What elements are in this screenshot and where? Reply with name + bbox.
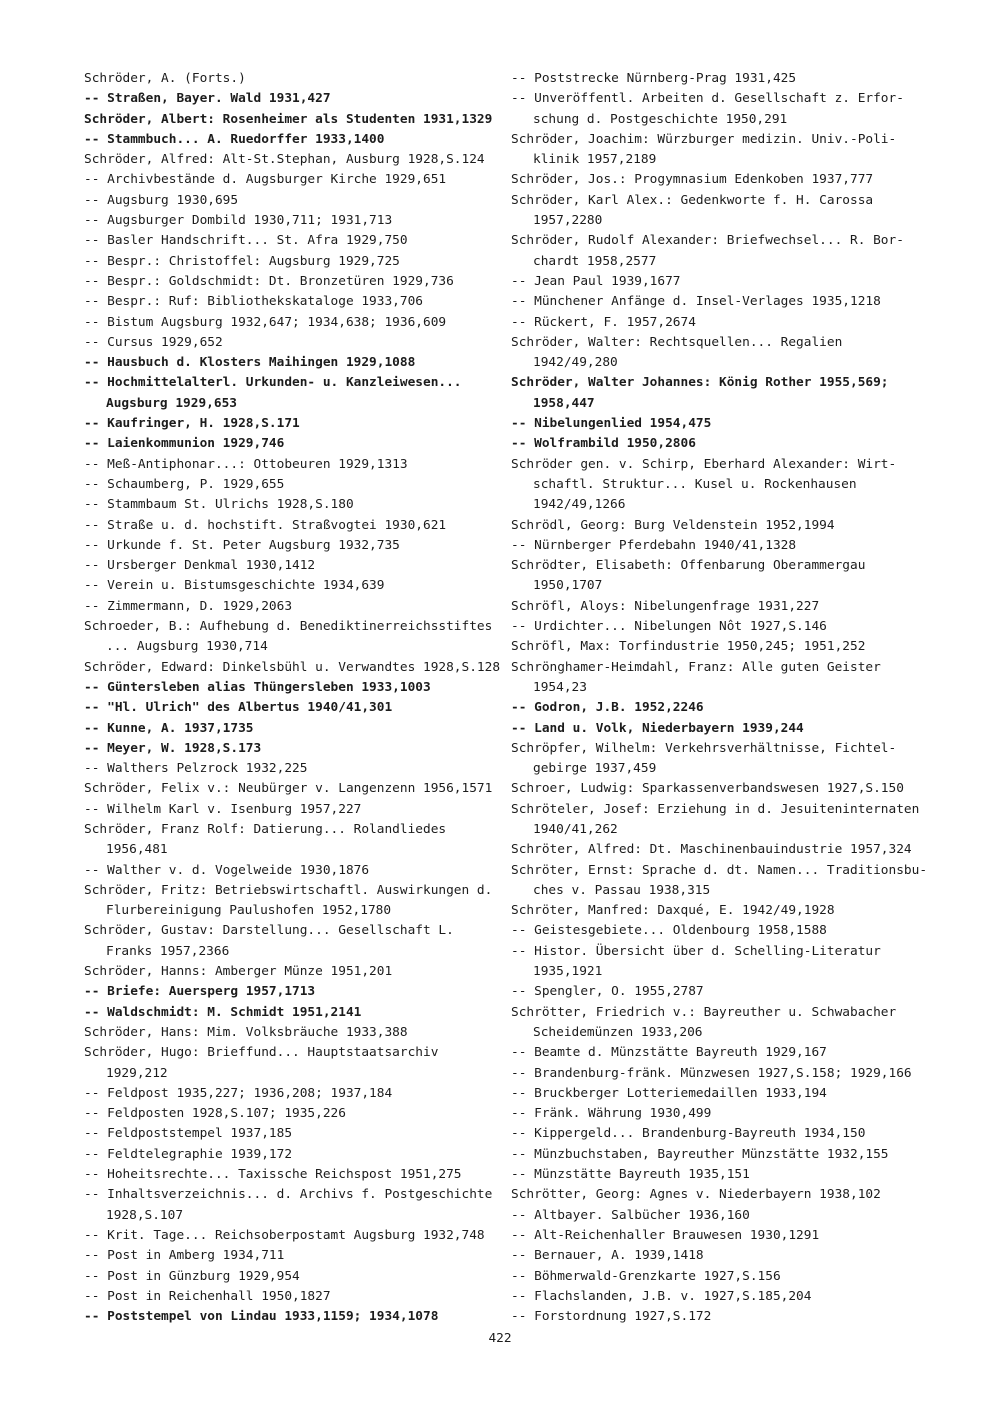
index-entry: Schröder, Felix v.: Neubürger v. Langenzenn 1956,1571 (84, 781, 493, 797)
index-entry: -- Briefe: Auersperg 1957,1713 (84, 984, 316, 1000)
index-entry: Schröpfer, Wilhelm: Verkehrsverhältnisse, Fichtel- gebirge 1937,459 (511, 740, 897, 777)
index-entry: -- Spengler, O. 1955,2787 (511, 984, 704, 1000)
index-entry: Schröder, Rudolf Alexander: Briefwechsel... R. Bor- chardt 1958,2577 (511, 233, 904, 269)
index-entry: -- Kaufringer, H. 1928,S.171 (84, 416, 300, 432)
index-entry: -- Post in Reichenhall 1950,1827 (84, 1288, 331, 1304)
index-entry: -- Forstordnung 1927,S.172 (511, 1309, 712, 1325)
index-entry: Schrödter, Elisabeth: Offenbarung Oberammergau 1950,1707 (511, 558, 866, 594)
index-entry: -- Stammbuch... A. Ruedorffer 1933,1400 (84, 131, 385, 147)
index-entry: -- Flachslanden, J.B. v. 1927,S.185,204 (511, 1288, 812, 1304)
index-entry: Schröder, Hugo: Brieffund... Hauptstaatsarchiv 1929,212 (84, 1045, 439, 1081)
index-entry: -- Bruckberger Lotteriemedaillen 1933,194 (511, 1085, 827, 1101)
index-entry: -- Güntersleben alias Thüngersleben 1933,1003 (84, 679, 431, 695)
index-entry: -- Laienkommunion 1929,746 (84, 436, 285, 452)
index-entry: Schröder, Joachim: Würzburger medizin. Univ.-Poli- klinik 1957,2189 (511, 131, 897, 168)
index-entry: -- Feldpost 1935,227; 1936,208; 1937,184 (84, 1085, 393, 1101)
index-entry: -- Bespr.: Goldschmidt: Dt. Bronzetüren 1929,736 (84, 273, 454, 289)
index-entry: -- Münzstätte Bayreuth 1935,151 (511, 1167, 750, 1183)
index-entry: Schröder, Walter Johannes: König Rother 1955,569; 1958,447 (511, 375, 889, 411)
index-entry: Schröder, Albert: Rosenheimer als Studenten 1931,1329 (84, 111, 493, 127)
index-entry: -- Brandenburg-fränk. Münzwesen 1927,S.158; 1929,166 (511, 1065, 912, 1081)
index-entry: Schroer, Ludwig: Sparkassenverbandswesen 1927,S.150 (511, 781, 904, 797)
index-entry: -- Urkunde f. St. Peter Augsburg 1932,735 (84, 537, 400, 553)
index-entry: Schröder, Karl Alex.: Gedenkworte f. H. Carossa 1957,2280 (511, 192, 874, 229)
index-entry: -- Meß-Antiphonar...: Ottobeuren 1929,1313 (84, 456, 408, 472)
index-entry: -- Böhmerwald-Grenzkarte 1927,S.156 (511, 1268, 781, 1284)
index-entry: -- "Hl. Ulrich" des Albertus 1940/41,301 (84, 700, 393, 716)
index-entry: -- Histor. Übersicht über d. Schelling-Literatur 1935,1921 (511, 943, 881, 980)
index-entry: -- Godron, J.B. 1952,2246 (511, 700, 704, 716)
index-entry: Schröder, Edward: Dinkelsbühl u. Verwandtes 1928,S.128 (84, 659, 501, 675)
index-entry: -- Wilhelm Karl v. Isenburg 1957,227 (84, 801, 362, 817)
index-entry: -- Münchener Anfänge d. Insel-Verlages 1935,1218 (511, 294, 881, 310)
index-entry: -- Fränk. Währung 1930,499 (511, 1106, 712, 1122)
page-number: 422 (488, 1331, 512, 1346)
index-entry: Schrönghamer-Heimdahl, Franz: Alle guten Geister 1954,23 (511, 659, 881, 695)
index-entry: -- Geistesgebiete... Oldenbourg 1958,1588 (511, 923, 827, 939)
index-entry: -- Post in Günzburg 1929,954 (84, 1268, 300, 1284)
index-entry: -- Kunne, A. 1937,1735 (84, 720, 254, 736)
index-entry: -- Krit. Tage... Reichsoberpostamt Augsburg 1932,748 (84, 1227, 485, 1243)
index-entry: Schröder, Gustav: Darstellung... Gesellschaft L. Franks 1957,2366 (84, 923, 454, 959)
index-entry: -- Meyer, W. 1928,S.173 (84, 740, 262, 756)
index-entry: Schröder, Walter: Rechtsquellen... Regalien 1942/49,280 (511, 334, 843, 371)
index-entry: Schröder, Hanns: Amberger Münze 1951,201 (84, 964, 393, 980)
index-entry: Schröder, Franz Rolf: Datierung... Rolandliedes 1956,481 (84, 821, 447, 858)
index-entry: -- Nibelungenlied 1954,475 (511, 416, 712, 432)
index-entry: -- Hochmittelalterl. Urkunden- u. Kanzleiwesen... Augsburg 1929,653 (84, 375, 462, 411)
index-entry: -- Bistum Augsburg 1932,647; 1934,638; 1936,609 (84, 314, 447, 330)
index-entry: -- Poststrecke Nürnberg-Prag 1931,425 (511, 71, 797, 86)
right-column (511, 69, 931, 1327)
left-column (84, 69, 504, 1327)
index-entry: -- Augsburger Dombild 1930,711; 1931,713 (84, 213, 393, 229)
index-entry: -- Basler Handschrift... St. Afra 1929,750 (84, 233, 408, 249)
index-entry: -- Bespr.: Ruf: Bibliothekskataloge 1933,706 (84, 294, 423, 310)
index-entry: Schroeder, B.: Aufhebung d. Benediktinerreichsstiftes ... Augsburg 1930,714 (84, 619, 493, 655)
index-entry: Schröder gen. v. Schirp, Eberhard Alexander: Wirt- schaftl. Struktur... Kusel u. Rockenhausen 1942/49,1266 (511, 456, 897, 513)
index-entry: -- Feldpoststempel 1937,185 (84, 1126, 293, 1142)
index-entry: -- Post in Amberg 1934,711 (84, 1248, 285, 1264)
index-entry: Schröteler, Josef: Erziehung in d. Jesuiteninternaten 1940/41,262 (511, 801, 920, 837)
index-entry: -- Feldtelegraphie 1939,172 (84, 1146, 293, 1162)
index-entry: Schrötter, Friedrich v.: Bayreuther u. Schwabacher Scheidemünzen 1933,206 (511, 1004, 897, 1040)
index-entry: -- Schaumberg, P. 1929,655 (84, 476, 285, 492)
index-entry: -- Stammbaum St. Ulrichs 1928,S.180 (84, 497, 354, 513)
index-entry: -- Hoheitsrechte... Taxissche Reichspost 1951,275 (84, 1167, 462, 1183)
index-entry: Schröfl, Max: Torfindustrie 1950,245; 1951,252 (511, 639, 866, 655)
index-entry: Schröder, Fritz: Betriebswirtschaftl. Auswirkungen d. Flurbereinigung Paulushofen 1952,1780 (84, 882, 493, 919)
index-entry: -- Beamte d. Münzstätte Bayreuth 1929,167 (511, 1045, 827, 1061)
index-entry: -- Poststempel von Lindau 1933,1159; 1934,1078 (84, 1309, 439, 1325)
index-entry: -- Kippergeld... Brandenburg-Bayreuth 1934,150 (511, 1126, 866, 1142)
index-entry: -- Bernauer, A. 1939,1418 (511, 1248, 704, 1264)
index-entry: -- Augsburg 1930,695 (84, 192, 239, 208)
index-entry: -- Feldposten 1928,S.107; 1935,226 (84, 1106, 346, 1122)
index-entry: Schröter, Manfred: Daxqué, E. 1942/49,1928 (511, 903, 835, 919)
index-entry: -- Hausbuch d. Klosters Maihingen 1929,1088 (84, 355, 416, 371)
index-entry: -- Münzbuchstaben, Bayreuther Münzstätte 1932,155 (511, 1146, 889, 1162)
index-entry: Schröder, A. (Forts.) (84, 71, 246, 86)
index-entry: -- Walthers Pelzrock 1932,225 (84, 761, 308, 777)
index-entry: Schröfl, Aloys: Nibelungenfrage 1931,227 (511, 598, 820, 614)
index-entry: -- Archivbestände d. Augsburger Kirche 1929,651 (84, 172, 447, 188)
index-entry: -- Unveröffentl. Arbeiten d. Gesellschaft z. Erfor- schung d. Postgeschichte 1950,291 (511, 91, 904, 127)
index-entry: -- Wolframbild 1950,2806 (511, 436, 696, 452)
index-entry: Schrödl, Georg: Burg Veldenstein 1952,1994 (511, 517, 835, 533)
index-entry: -- Ursberger Denkmal 1930,1412 (84, 558, 316, 574)
index-entry: -- Altbayer. Salbücher 1936,160 (511, 1207, 750, 1223)
index-entry: -- Cursus 1929,652 (84, 334, 223, 350)
index-entry: -- Straßen, Bayer. Wald 1931,427 (84, 91, 331, 107)
index-entry: Schröter, Alfred: Dt. Maschinenbauindustrie 1957,324 (511, 842, 912, 858)
index-entry: Schrötter, Georg: Agnes v. Niederbayern 1938,102 (511, 1187, 881, 1203)
index-entry: -- Bespr.: Christoffel: Augsburg 1929,725 (84, 253, 400, 269)
index-entry: -- Waldschmidt: M. Schmidt 1951,2141 (84, 1004, 362, 1020)
index-entry: -- Straße u. d. hochstift. Straßvogtei 1930,621 (84, 517, 447, 533)
index-entry: -- Land u. Volk, Niederbayern 1939,244 (511, 720, 804, 736)
index-entry: Schröder, Hans: Mim. Volksbräuche 1933,388 (84, 1024, 408, 1040)
index-entry: -- Rückert, F. 1957,2674 (511, 314, 696, 330)
index-entry: -- Urdichter... Nibelungen Nôt 1927,S.146 (511, 619, 827, 635)
index-entry: Schröter, Ernst: Sprache d. dt. Namen... Traditionsbu- ches v. Passau 1938,315 (511, 862, 928, 898)
index-entry: -- Walther v. d. Vogelweide 1930,1876 (84, 862, 370, 878)
index-entry: Schröder, Alfred: Alt-St.Stephan, Ausburg 1928,S.124 (84, 152, 485, 168)
index-entry: -- Nürnberger Pferdebahn 1940/41,1328 (511, 537, 797, 553)
index-entry: -- Alt-Reichenhaller Brauwesen 1930,1291 (511, 1227, 820, 1243)
index-entry: -- Verein u. Bistumsgeschichte 1934,639 (84, 578, 385, 594)
index-entry: -- Zimmermann, D. 1929,2063 (84, 598, 293, 614)
index-entry: Schröder, Jos.: Progymnasium Edenkoben 1937,777 (511, 172, 874, 188)
index-entry: -- Inhaltsverzeichnis... d. Archivs f. Postgeschichte 1928,S.107 (84, 1187, 493, 1223)
index-entry: -- Jean Paul 1939,1677 (511, 273, 681, 289)
